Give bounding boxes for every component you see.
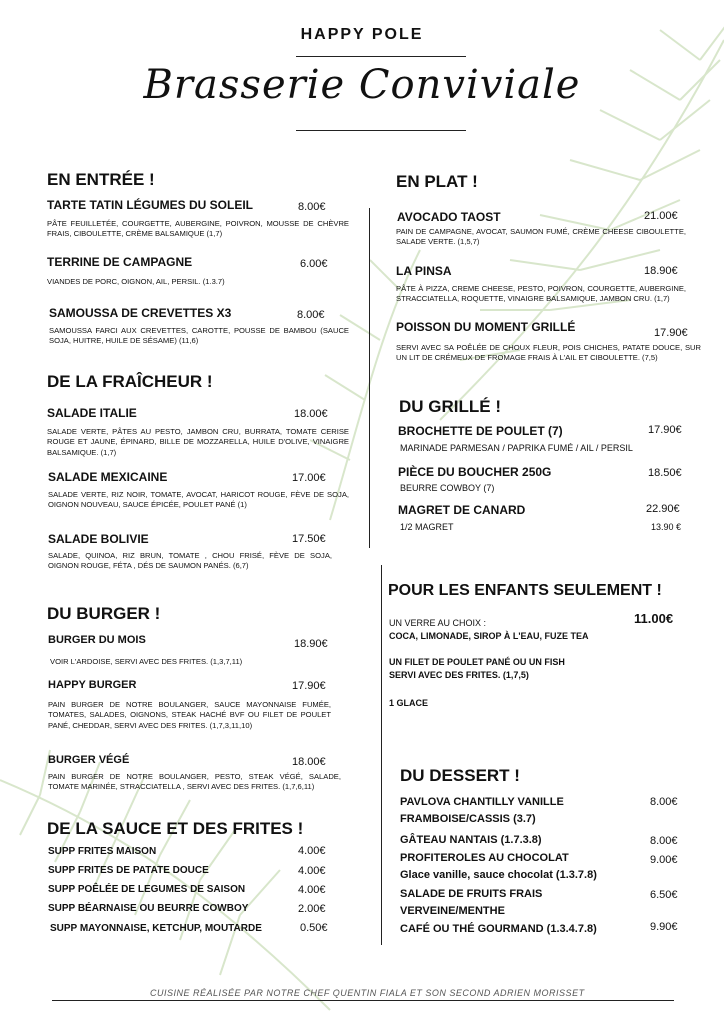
section-title-enfants: POUR LES ENFANTS SEULEMENT ! [388,582,662,599]
salad-item-name: SALADE ITALIE [47,406,137,420]
sauce-item-price: 0.50€ [300,922,328,934]
kids-menu-line: UN VERRE AU CHOIX : [389,618,487,628]
dessert-item-name: PAVLOVA CHANTILLY VANILLE [400,796,564,808]
dessert-item-name: CAFÉ OU THÉ GOURMAND (1.3.4.7.8) [400,923,597,935]
entree-item-price: 6.00€ [300,258,328,270]
entree-item-name: TERRINE DE CAMPAGNE [47,255,193,269]
grill-item-desc: 1/2 MAGRET [400,522,454,532]
column-divider-bottom [381,565,382,945]
salad-item-desc: SALADE, QUINOA, RIZ BRUN, TOMATE , CHOU FRISÉ, FÈVE DE SOJA, OIGNON ROUGE, FÉTA , DÉS DE SAUMON PANÉS. (6,7) [48,551,332,571]
grill-item-price: 18.50€ [648,467,682,479]
grill-item-price-half: 13.90 € [651,522,682,532]
section-title-dessert: DU DESSERT ! [400,766,520,785]
grill-item-desc: BEURRE COWBOY (7) [400,483,495,493]
entree-item-desc: VIANDES DE PORC, OIGNON, AIL, PERSIL. (1.3.7) [47,277,225,286]
entree-item-name: TARTE TATIN LÉGUMES DU SOLEIL [47,198,253,212]
dessert-item-price: 9.00€ [650,854,678,866]
sauce-item-price: 4.00€ [298,865,326,877]
dessert-item-price: 8.00€ [650,835,678,847]
plat-item-name: LA PINSA [396,264,452,278]
sauce-item-price: 2.00€ [298,903,326,915]
salad-item-price: 17.50€ [292,533,326,545]
sauce-item-name: SUPP MAYONNAISE, KETCHUP, MOUTARDE [50,923,262,934]
kids-menu-line: COCA, LIMONADE, SIROP À L'EAU, FUZE TEA [389,631,589,641]
dessert-item-price: 9.90€ [650,921,678,933]
sauce-item-price: 4.00€ [298,884,326,896]
burger-item-price: 18.90€ [294,638,328,650]
plat-item-desc: PAIN DE CAMPAGNE, AVOCAT, SAUMON FUMÉ, CRÈME CHEESE CIBOULETTE, SALADE VERTE. (1,5,7) [396,227,686,247]
brand-name: HAPPY POLE [300,26,424,43]
brand-subtitle: Brasserie Conviviale [143,62,581,108]
salad-item-name: SALADE BOLIVIE [48,532,149,546]
sauce-item-name: SUPP FRITES DE PATATE DOUCE [48,865,209,876]
sauce-item-name: SUPP POÊLÉE DE LEGUMES DE SAISON [48,884,246,895]
entree-item-price: 8.00€ [298,201,326,213]
salad-item-desc: SALADE VERTE, PÂTES AU PESTO, JAMBON CRU, BURRATA, TOMATE CERISE ROUGE ET JAUNE, ÉPINARD, BILLE DE MOZZARELLA, HUILE D'OLIVE, VINAIGRE BALSAMIQUE. (1,7) [47,427,349,457]
dessert-item-name: PROFITEROLES AU CHOCOLAT [400,852,569,864]
entree-item-desc: PÂTE FEUILLETÉE, COURGETTE, AUBERGINE, POIVRON, MOUSSE DE CHÈVRE FRAIS, CIBOULETTE, CRÈME BALSAMIQUE (1,7) [47,219,349,239]
grill-item-name: BROCHETTE DE POULET (7) [398,424,563,438]
salad-item-name: SALADE MEXICAINE [48,470,168,484]
grill-item-price: 17.90€ [648,424,682,436]
dessert-item-name: GÂTEAU NANTAIS (1.7.3.8) [400,834,542,846]
dessert-item-name: SALADE DE FRUITS FRAIS [400,888,543,900]
dessert-item-price: 6.50€ [650,889,678,901]
dessert-item-sub: FRAMBOISE/CASSIS (3.7) [400,813,536,825]
section-title-fraicheur: DE LA FRAÎCHEUR ! [47,372,213,391]
plat-item-price: 17.90€ [654,327,688,339]
dessert-item-price: 8.00€ [650,796,678,808]
grill-item-name: PIÈCE DU BOUCHER 250G [398,465,552,479]
burger-item-desc: VOIR L'ARDOISE, SERVI AVEC DES FRITES. (1,3,7,11) [50,657,243,666]
header-bottom-rule [296,130,466,131]
grill-item-name: MAGRET DE CANARD [398,503,526,517]
dessert-item-sub: Glace vanille, sauce chocolat (1.3.7.8) [400,869,597,881]
plat-item-name: AVOCADO TAOST [397,210,501,224]
kids-menu-line: 1 GLACE [389,698,429,708]
dessert-item-sub: VERVEINE/MENTHE [400,905,505,917]
chef-credit: CUISINE RÉALISÉE PAR NOTRE CHEF QUENTIN FIALA ET SON SECOND ADRIEN MORISSET [150,988,585,998]
plat-item-desc: SERVI AVEC SA POÊLÉE DE CHOUX FLEUR, POIS CHICHES, PATATE DOUCE, SUR UN LIT DE CRÉMEUX DE FROMAGE FRAIS À L'AIL ET CIBOULETTE. (7,5) [396,343,701,363]
entree-item-name: SAMOUSSA DE CREVETTES X3 [49,306,232,320]
plat-item-price: 18.90€ [644,265,678,277]
section-title-burger: DU BURGER ! [47,604,161,623]
section-title-sauce: DE LA SAUCE ET DES FRITES ! [47,819,304,838]
salad-item-desc: SALADE VERTE, RIZ NOIR, TOMATE, AVOCAT, HARICOT ROUGE, FÈVE DE SOJA, OIGNON NOUVEAU, SAUCE ÉPICÉE, POULET PANÉ (1) [48,490,349,510]
entree-item-desc: SAMOUSSA FARCI AUX CREVETTES, CAROTTE, POUSSE DE BAMBOU (SAUCE SOJA, HUITRE, HUILE DE SÉSAME) (11,6) [49,326,349,346]
sauce-item-name: SUPP FRITES MAISON [48,846,157,857]
burger-item-price: 17.90€ [292,680,326,692]
grill-item-desc: MARINADE PARMESAN / PAPRIKA FUMÉ / AIL / PERSIL [400,443,633,453]
header-top-rule [296,56,466,57]
kids-menu-line: UN FILET DE POULET PANÉ OU UN FISH [389,657,565,667]
burger-item-name: BURGER DU MOIS [48,634,146,646]
kids-menu-line: SERVI AVEC DES FRITES. (1,7,5) [389,670,529,680]
plat-item-price: 21.00€ [644,210,678,222]
section-title-plat: EN PLAT ! [396,172,478,191]
plat-item-desc: PÂTE À PIZZA, CREME CHEESE, PESTO, POIVRON, COURGETTE, AUBERGINE, STRACCIATELLA, ROQUETTE, VINAIGRE BALSAMIQUE, JAMBON CRU. (1,7) [396,284,686,304]
sauce-item-price: 4.00€ [298,845,326,857]
sauce-item-name: SUPP BÉARNAISE OU BEURRE COWBOY [48,903,249,914]
burger-item-name: BURGER VÉGÉ [48,754,130,766]
entree-item-price: 8.00€ [297,309,325,321]
footer-rule [52,1000,674,1001]
section-title-grille: DU GRILLÉ ! [399,397,501,416]
salad-item-price: 17.00€ [292,472,326,484]
burger-item-desc: PAIN BURGER DE NOTRE BOULANGER, SAUCE MAYONNAISE FUMÉE, TOMATES, SALADES, OIGNONS, STEAK HACHÉ BVF OU FILET DE POULET PANÉ, CHEDDAR, SERVI AVEC DES FRITES. (1,7,3,11,10) [48,700,331,730]
kids-menu-price: 11.00€ [634,611,674,626]
burger-item-desc: PAIN BURGER DE NOTRE BOULANGER, PESTO, STEAK VÉGÉ, SALADE, TOMATE MARINÉE, STRACCIATELLA , SERVI AVEC DES FRITES. (1,7,6,11) [48,772,341,792]
salad-item-price: 18.00€ [294,408,328,420]
burger-item-name: HAPPY BURGER [48,679,137,691]
burger-item-price: 18.00€ [292,756,326,768]
grill-item-price: 22.90€ [646,503,680,515]
section-title-entree: EN ENTRÉE ! [47,170,155,189]
column-divider-top [369,208,370,548]
plat-item-name: POISSON DU MOMENT GRILLÉ [396,320,576,334]
